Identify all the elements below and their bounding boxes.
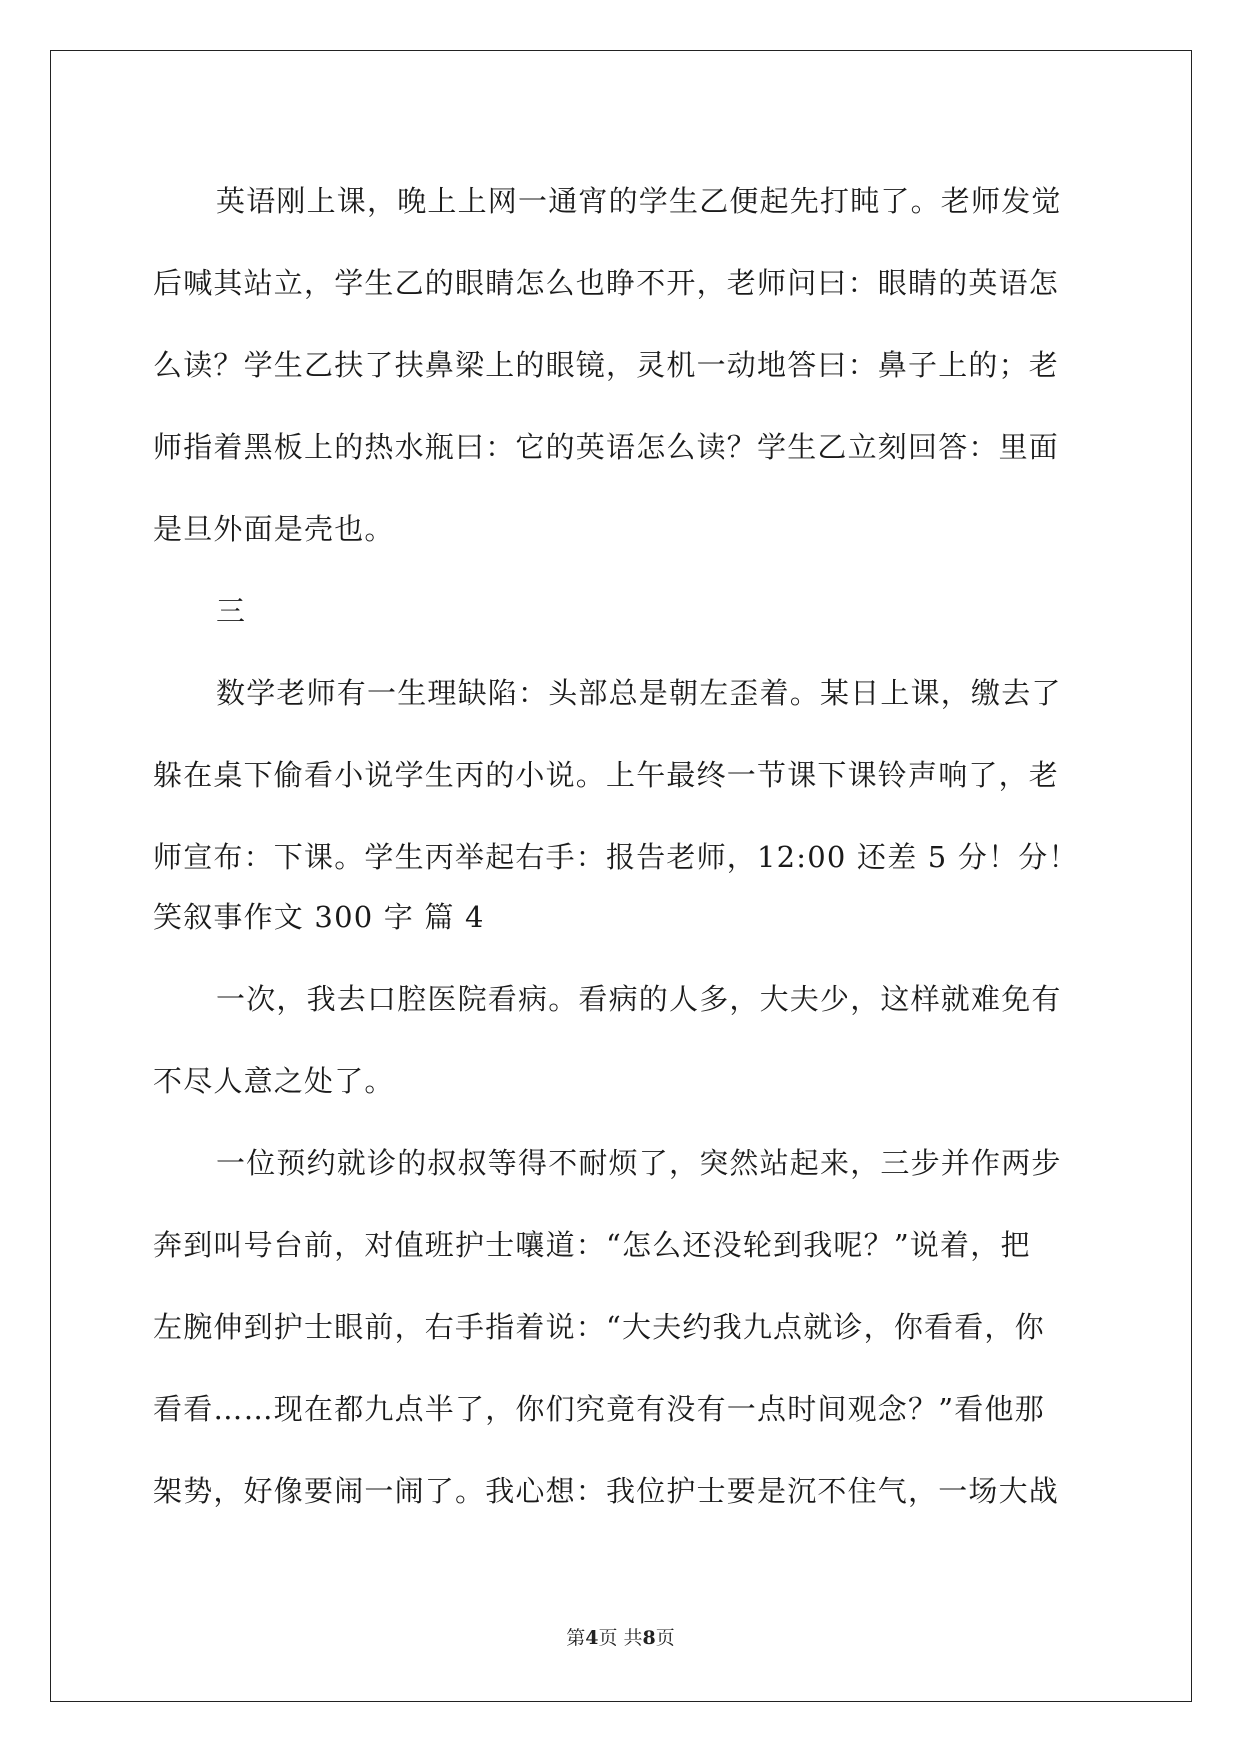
- document-body: [153, 160, 1093, 1532]
- page-footer: [0, 1623, 1241, 1650]
- text-line: 是旦外面是壳也。: [153, 512, 395, 546]
- text-line: 一位预约就诊的叔叔等得不耐烦了，突然站起来，三步并作两步: [216, 1146, 1062, 1180]
- text-line: 左腕伸到护士眼前，右手指着说：“大夫约我九点就诊，你看看，你: [153, 1310, 1045, 1344]
- text-line: 师指着黑板上的热水瓶曰：它的英语怎么读？学生乙立刻回答：里面: [153, 430, 1060, 464]
- text-line: 不尽人意之处了。: [153, 1064, 395, 1098]
- text-line: 英语刚上课，晚上上网一通宵的学生乙便起先打盹了。老师发觉: [216, 184, 1062, 218]
- current-page-number: 4: [585, 1627, 599, 1649]
- footer-prefix: 第: [566, 1627, 586, 1649]
- text-line: 后喊其站立，学生乙的眼睛怎么也睁不开，老师问曰：眼睛的英语怎: [153, 266, 1060, 300]
- text-line: 架势，好像要闹一闹了。我心想：我位护士要是沉不住气，一场大战: [153, 1474, 1060, 1508]
- section-heading: 笑叙事作文 300 字 篇 4: [153, 900, 485, 934]
- total-pages-number: 8: [642, 1627, 656, 1649]
- section-number: 三: [216, 594, 247, 628]
- text-line: 奔到叫号台前，对值班护士嚷道：“怎么还没轮到我呢？”说着，把: [153, 1228, 1031, 1262]
- text-line: 数学老师有一生理缺陷：头部总是朝左歪着。某日上课，缴去了: [216, 676, 1062, 710]
- text-line: 一次，我去口腔医院看病。看病的人多，大夫少，这样就难免有: [216, 982, 1062, 1016]
- footer-middle: 页 共: [598, 1627, 643, 1649]
- text-line: 躲在桌下偷看小说学生丙的小说。上午最终一节课下课铃声响了，老: [153, 758, 1060, 792]
- text-line: 看看……现在都九点半了，你们究竟有没有一点时间观念？”看他那: [153, 1392, 1045, 1426]
- footer-suffix: 页: [655, 1627, 675, 1649]
- text-line: 师宣布：下课。学生丙举起右手：报告老师，12:00 还差 5 分！分！: [153, 840, 1079, 874]
- text-line: 么读？学生乙扶了扶鼻梁上的眼镜，灵机一动地答曰：鼻子上的；老: [153, 348, 1060, 382]
